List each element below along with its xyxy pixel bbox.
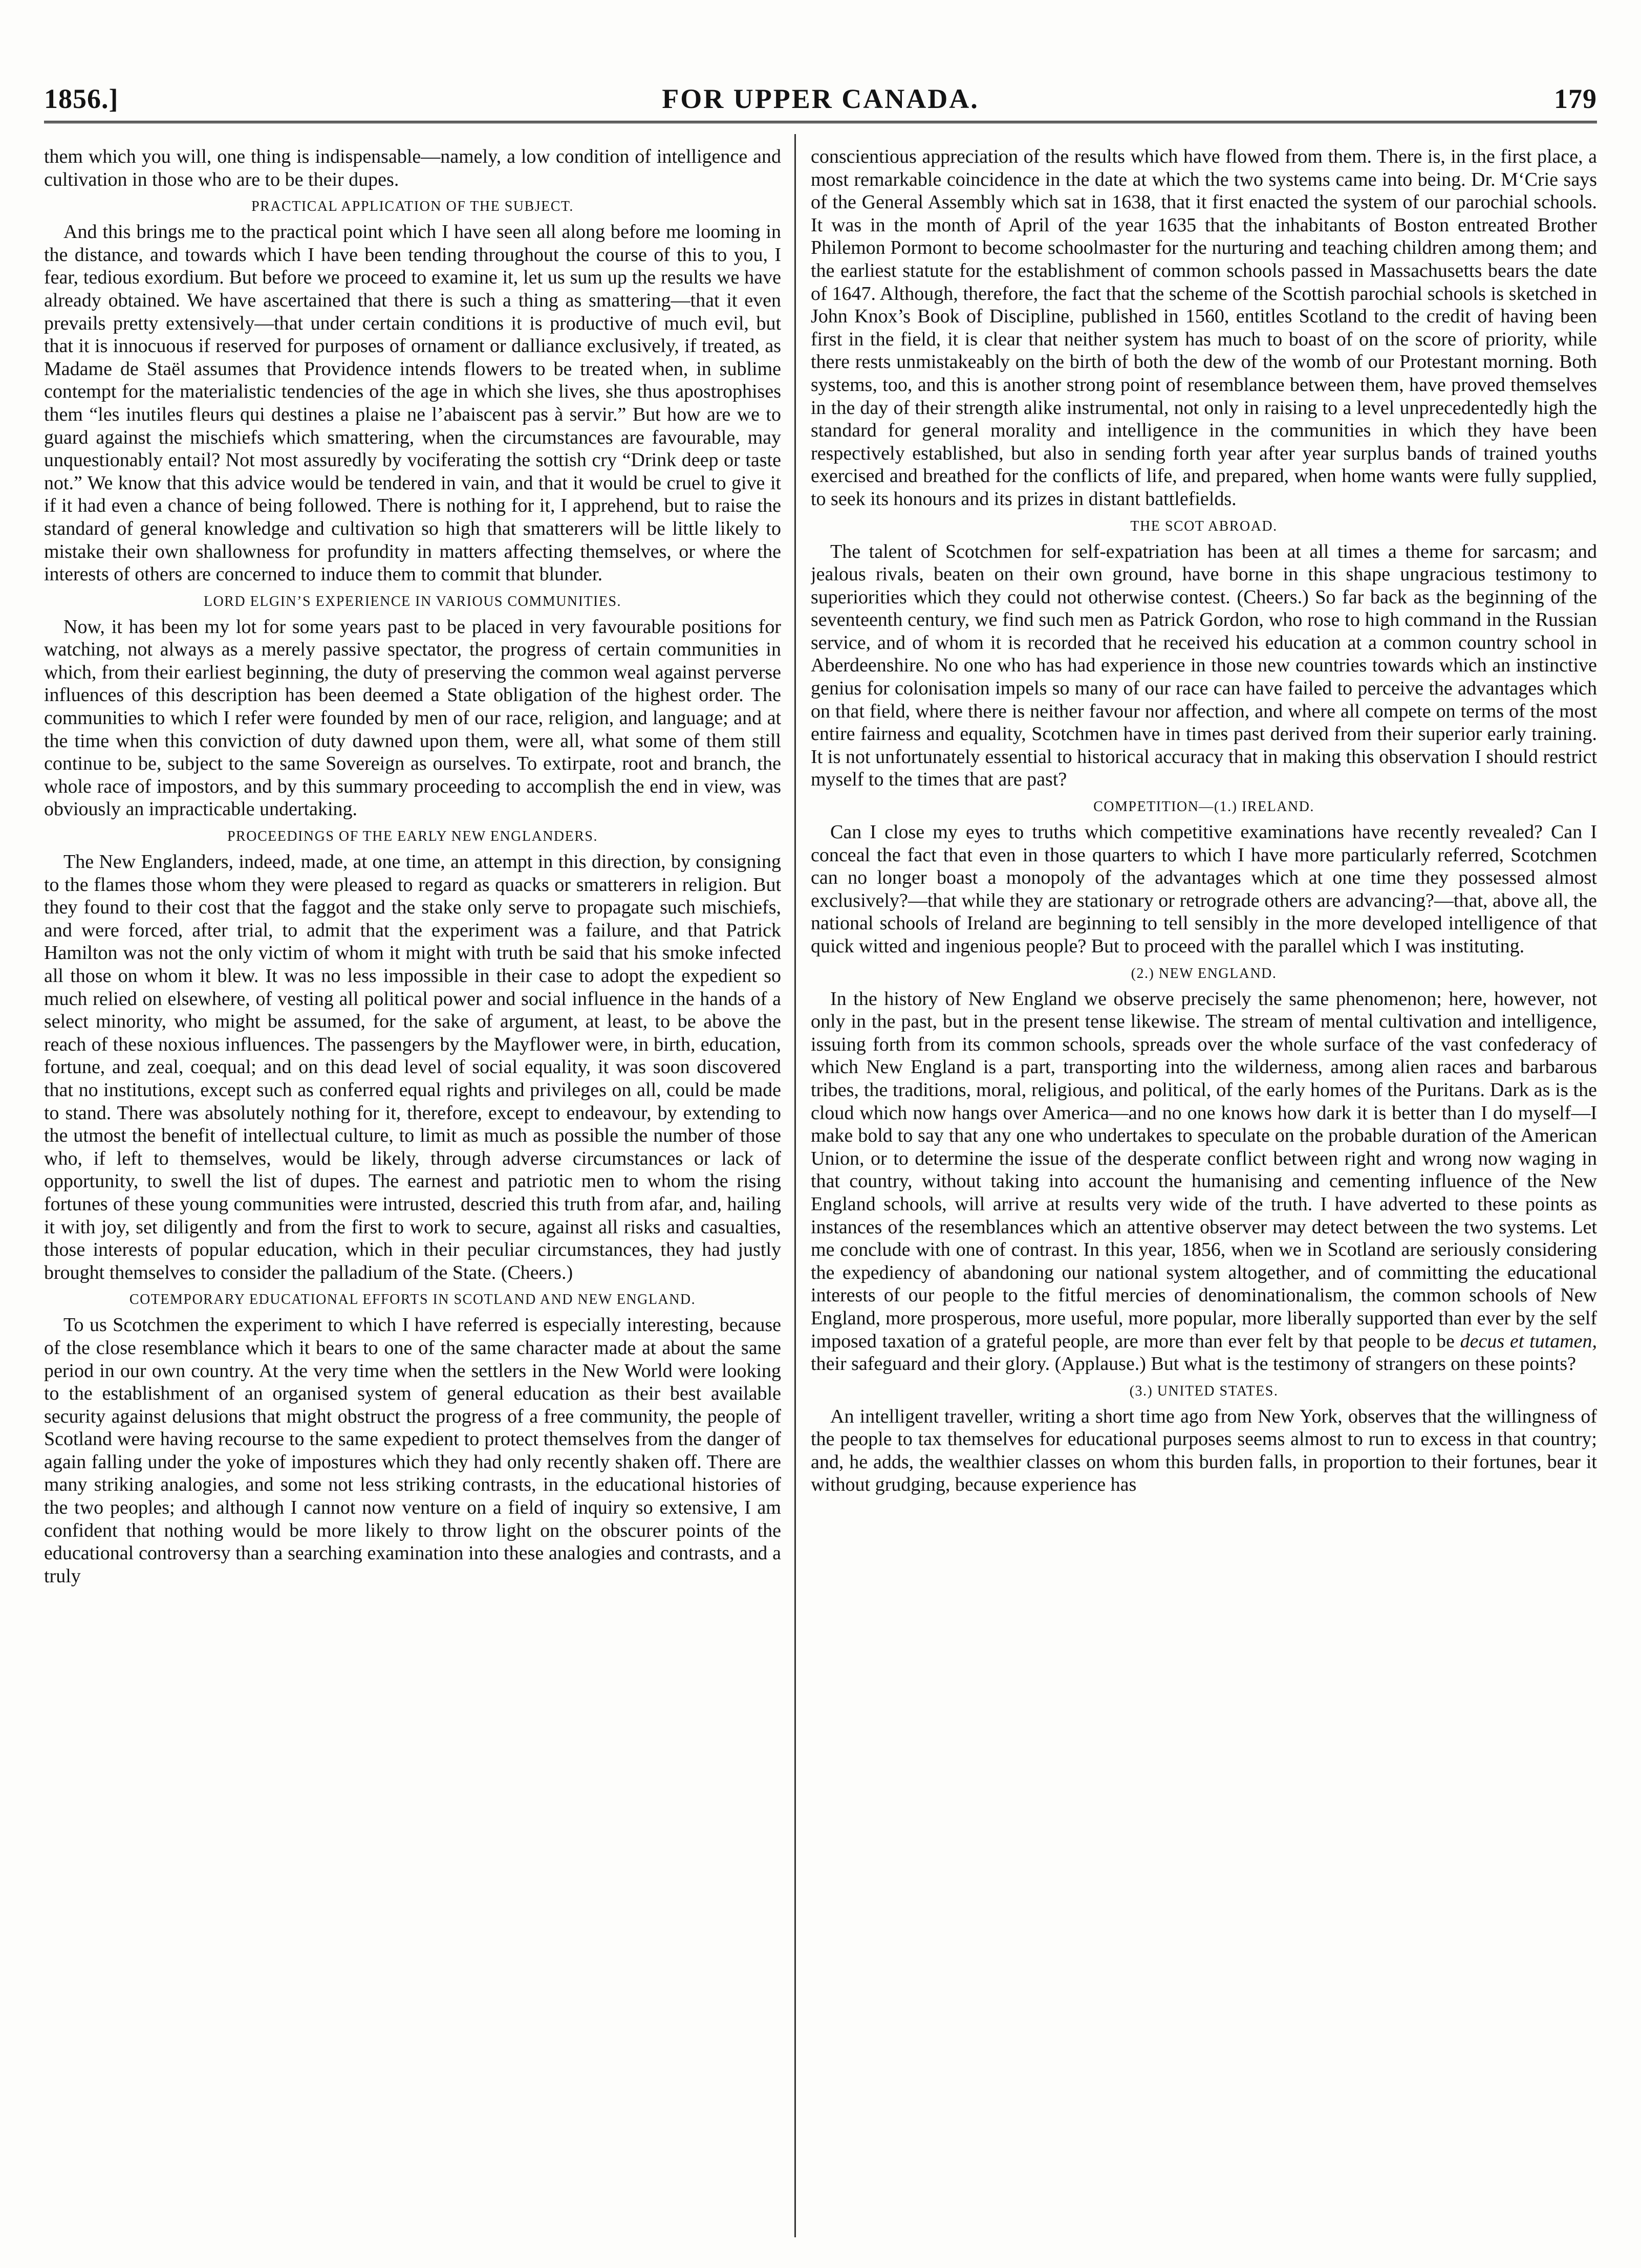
paragraph [811, 988, 1597, 1376]
section-heading: (3.) UNITED STATES. [1129, 1383, 1279, 1399]
paragraph: The New Englanders, indeed, made, at one time, an attempt in this direction, by consigning to the flames those whom they were pleased to regard as quacks or smatterers in religion. But they found to their cost that the faggot and the stake only serve to propagate such mischiefs, and were forced, after trial, to admit that the experiment was a failure, and that Patrick Hamilton was not the only victim of whom it might with truth be said that his smoke infected all those on whom it blew. It was no less impossible in their case to adopt the expedient so much relied on elsewhere, of vesting all political power and social influence in the hands of a select minority, who might be assumed, for the sake of argument, at least, to be above the reach of these noxious influences. The passengers by the Mayflower were, in birth, education, fortune, and zeal, coequal; and on this dead level of social equality, it was soon discovered that no institutions, except such as conferred equal rights and privileges on all, could be made to stand. There was absolutely nothing for it, therefore, except to endeavour, by extending to the utmost the benefit of intellectual culture, to limit as much as possible the number of those who, if left to themselves, would be likely, through adverse circumstances or lack of opportunity, to swell the list of dupes. The earnest and patriotic men to whom the rising fortunes of these young communities were intrusted, descried this truth from afar, and, hailing it with joy, set diligently and from the first to work to secure, against all risks and casualties, those interests of popular education, which in their peculiar circumstances, they had justly brought themselves to consider the palladium of the State. (Cheers.) [44, 851, 781, 1283]
header-title: FOR UPPER CANADA. [662, 83, 979, 114]
page-number: 179 [1554, 83, 1597, 114]
header-year: 1856.] [44, 83, 119, 114]
paragraph-text: their safeguard and their glory. (Applause.) But what is the testimony of strangers on these points? [811, 1353, 1577, 1375]
section-heading: COTEMPORARY EDUCATIONAL EFFORTS IN SCOTLAND AND NEW ENGLAND. [129, 1292, 696, 1308]
paragraph: An intelligent traveller, writing a short time ago from New York, observes that the willingness of the people to tax themselves for educational purposes seems almost to run to excess in that country; and, he adds, the wealthier classes on whom this burden falls, in proportion to their fortunes, bear it without grudging, because experience has [811, 1405, 1597, 1496]
running-header [44, 81, 1597, 124]
right-column [811, 145, 1597, 2223]
header-rule [44, 121, 1597, 123]
paragraph: And this brings me to the practical point which I have seen all along before me looming in the distance, and towards which I have been tending throughout the course of this to you, I fear, tedious exordium. But before we proceed to examine it, let us sum up the results we have already obtained. We have ascertained that there is such a thing as smattering—that it even prevails pretty extensively—that under certain conditions it is productive of much evil, but that it is innocuous if reserved for purposes of ornament or dalliance exclusively, if treated, as Madame de Staël assumes that Providence intends flowers to be treated when, in sublime contempt for the materialistic tendencies of the age in which she lives, she thus apostrophises them “les inutiles fleurs qui destines a plaise ne l’abaiscent pas à servir.” But how are we to guard against the mischiefs which smattering, when the circumstances are favourable, may unquestionably entail? Not most assuredly by vociferating the sottish cry “Drink deep or taste not.” We know that this advice would be tendered in vain, and that it would be cruel to give it if it had even a chance of being followed. There is nothing for it, I apprehend, but to raise the standard of general knowledge and cultivation so high that smatterers will be little likely to mistake their own shallowness for profundity in matters affecting themselves, or where the interests of others are concerned to induce them to commit that blunder. [44, 221, 781, 585]
paragraph: To us Scotchmen the experiment to which I have referred is especially interesting, because of the close resemblance which it bears to one of the same character made at about the same period in our own country. At the very time when the settlers in the New World were looking to the establishment of an organised system of general education as their best available security against delusions that might obstruct the progress of a free community, the people of Scotland were having recourse to the same expedient to protect themselves from the danger of again falling under the yoke of impostures which they had only recently shaken off. There are many striking analogies, and some not less striking contrasts, in the educational histories of the two peoples; and although I cannot now venture on a field of inquiry so extensive, I am confident that nothing would be more likely to throw light on the obscurer points of the educational controversy than a searching examination into these analogies and contrasts, and a truly [44, 1314, 781, 1587]
section-heading: LORD ELGIN’S EXPERIENCE IN VARIOUS COMMUNITIES. [203, 593, 622, 609]
paragraph: Can I close my eyes to truths which competitive examinations have recently revealed? Can I conceal the fact that even in those quarters to which I have more particularly referred, Scotchmen can no longer boast a monopoly of the advantages which at one time they possessed almost exclusively?—that while they are stationary or retrograde others are advancing?—that, above all, the national schools of Ireland are beginning to tell sensibly in the more developed intelligence of that quick witted and ingenious people? But to proceed with the parallel which I was instituting. [811, 821, 1597, 957]
section-heading: PROCEEDINGS OF THE EARLY NEW ENGLANDERS. [227, 828, 598, 845]
section-heading: (2.) NEW ENGLAND. [1131, 965, 1277, 982]
left-column [44, 145, 781, 2223]
latin-phrase: decus et tutamen, [1460, 1330, 1597, 1352]
paragraph: The talent of Scotchmen for self-expatriation has been at all times a theme for sarcasm; and jealous rivals, beaten on their own ground, have borne in this shape ungracious testimony to superiorities which they could not otherwise contest. (Cheers.) So far back as the beginning of the seventeenth century, we find such men as Patrick Gordon, who rose to high command in the Russian service, and of whom it is recorded that he received his education at a common country school in Aberdeenshire. No one who has had experience in those new countries towards which an instinctive genius for colonisation impels so many of our race can have failed to perceive the advantages which on that field, where there is neither favour nor affection, and where all compete on terms of the most entire fairness and equality, Scotchmen have in times past derived from their superior early training. It is not unfortunately essential to historical accuracy that in making this observation I should restrict myself to the times that are past? [811, 540, 1597, 791]
section-heading: THE SCOT ABROAD. [1130, 518, 1278, 534]
column-divider [794, 134, 796, 2237]
paragraph-text: In the history of New England we observe precisely the same phenomenon; here, however, not only in the past, but in the present tense likewise. The stream of mental cultivation and intelligence, issuing forth from its common schools, spreads over the whole surface of the vast confederacy of which New England is a part, transporting into the wilderness, among alien races and barbarous tribes, the traditions, moral, religious, and political, of the early homes of the Puritans. Dark as is the cloud which now hangs over America—and no one knows how dark it is better than I do myself—I make bold to say that any one who undertakes to speculate on the probable duration of the American Union, or to determine the issue of the desperate conflict between right and wrong now waging in that country, without taking into account the humanising and cementing influence of the New England schools, will arrive at results very wide of the truth. I have adverted to these points as instances of the resemblances which an attentive observer may detect between the two systems. Let me conclude with one of contrast. In this year, 1856, when we in Scotland are seriously considering the expediency of abandoning our national system altogether, and of committing the educational interests of our people to the fitful mercies of denominationalism, the common schools of New England, more prosperous, more useful, more popular, more liberally supported than ever by the self imposed taxation of a grateful people, are more than ever felt by that people to be [811, 988, 1597, 1352]
section-heading: PRACTICAL APPLICATION OF THE SUBJECT. [251, 199, 574, 215]
paragraph: Now, it has been my lot for some years past to be placed in very favourable positions for watching, not always as a merely passive spectator, the progress of certain communities in which, from their earliest beginning, the duty of preserving the common weal against perverse influences of this description has been deemed a State obligation of the highest order. The communities to which I refer were founded by men of our race, religion, and language; and at the time when this conviction of duty dawned upon them, were all, what some of them still continue to be, subject to the same Sovereign as ourselves. To extirpate, root and branch, the whole race of impostors, and by this summary proceeding to accomplish the end in view, was obviously an impracticable undertaking. [44, 616, 781, 820]
paragraph: conscientious appreciation of the results which have flowed from them. There is, in the first place, a most remarkable coincidence in the date at which the two systems came into being. Dr. M‘Crie says of the General Assembly which sat in 1638, that it first enacted the system of our parochial schools. It was in the month of April of the year 1635 that the inhabitants of Boston entreated Brother Philemon Pormont to become schoolmaster for the nurturing and teaching children among them; and the earliest statute for the establishment of common schools passed in Massachusetts bears the date of 1647. Although, therefore, the fact that the scheme of the Scottish parochial schools is sketched in John Knox’s Book of Discipline, published in 1560, entitles Scotland to the credit of having been first in the field, it is clear that neither system has much to boast of on the score of priority, while there rests unmistakeably on the birth of both the dew of the womb of our Protestant morning. Both systems, too, and this is another strong point of resemblance between them, have proved themselves in the day of their strength alike instrumental, not only in raising to a level unprecedentedly high the standard for general morality and intelligence in the communities in which they have been respectively established, but also in sending forth year after year surplus bands of trained youths exercised and breathed for the conflicts of life, and prepared, when home wants were fully supplied, to seek its honours and its prizes in distant battlefields. [811, 146, 1597, 510]
section-heading: COMPETITION—(1.) IRELAND. [1093, 799, 1314, 815]
paragraph: them which you will, one thing is indispensable—namely, a low condition of intelligence and cultivation in those who are to be their dupes. [44, 146, 781, 190]
